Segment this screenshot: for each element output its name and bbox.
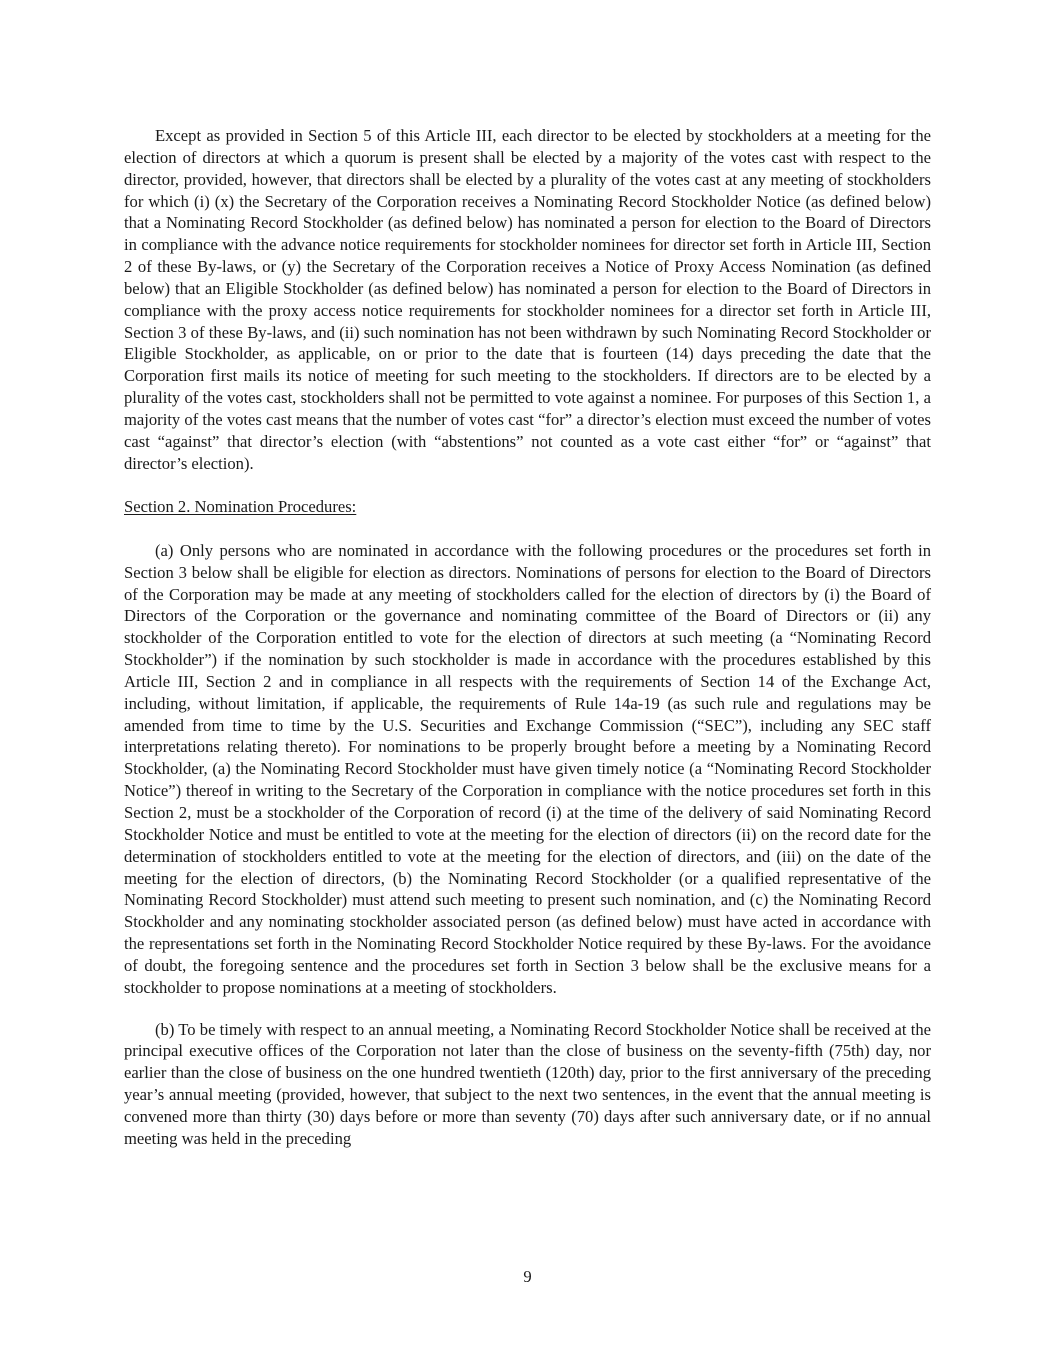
paragraph-director-election: Except as provided in Section 5 of this Article III, each director to be elected by stockholders at a meeting for the election of directors at which a quorum is present shall be elected by a majority of the votes cast with respect to the director, provided, however, that directors shall be elected by a plurality of the votes cast at any meeting of stockholders for which (i) (x) the Secretary of the Corporation receives a Nominating Record Stockholder Notice (as defined below) that a Nominating Record Stockholder (as defined below) has nominated a person for election to the Board of Directors in compliance with the advance notice requirements for stockholder nominees for director set forth in Article III, Section 2 of these By-laws, or (y) the Secretary of the Corporation receives a Notice of Proxy Access Nomination (as defined below) that an Eligible Stockholder (as defined below) has nominated a person for election to the Board of Directors in compliance with the proxy access notice requirements for stockholder nominees for a director set forth in Article III, Section 3 of these By-laws, and (ii) such nomination has not been withdrawn by such Nominating Record Stockholder or Eligible Stockholder, as applicable, on or prior to the date that is fourteen (14) days preceding the date that the Corporation first mails its notice of meeting for such meeting to the stockholders. If directors are to be elected by a plurality of the votes cast, stockholders shall not be permitted to vote against a nominee. For purposes of this Section 1, a majority of the votes cast means that the number of votes cast “for” a director’s election must exceed the number of votes cast “against” that director’s election (with “abstentions” not counted as a vote cast either “for” or “against” that director’s election). — [124, 126, 931, 473]
page-number: 9 — [523, 1267, 532, 1286]
paragraph-a-nomination: (a) Only persons who are nominated in accordance with the following procedures or the procedures set forth in Section 3 below shall be eligible for election as directors. Nominations of persons for election to the Board of Directors of the Corporation may be made at any meeting of stockholders called for the election of directors by (i) the Board of Directors of the Corporation or the governance and nominating committee of the Board of Directors or (ii) any stockholder of the Corporation entitled to vote for the election of directors at such meeting (a “Nominating Record Stockholder”) if the nomination by such stockholder is made in accordance with the procedures established by this Article III, Section 2 and in compliance in all respects with the requirements of Section 14 of the Exchange Act, including, without limitation, if applicable, the requirements of Rule 14a-19 (as such rule and regulations may be amended from time to time by the U.S. Securities and Exchange Commission (“SEC”), including any SEC staff interpretations relating thereto). For nominations to be properly brought before a meeting by a Nominating Record Stockholder, (a) the Nominating Record Stockholder must have given timely notice (a “Nominating Record Stockholder Notice”) thereof in writing to the Secretary of the Corporation in compliance with the notice procedures set forth in this Section 2, must be a stockholder of the Corporation of record (i) at the time of the delivery of said Nominating Record Stockholder Notice and must be entitled to vote at the meeting for the election of directors (ii) on the record date for the determination of stockholders entitled to vote at the meeting for the election of directors, and (iii) on the date of the meeting for the election of directors, (b) the Nominating Record Stockholder (or a qualified representative of the Nominating Record Stockholder) must attend such meeting to present such nomination, and (c) the Nominating Record Stockholder and any nominating stockholder associated person (as defined below) must have acted in accordance with the representations set forth in the Nominating Record Stockholder Notice required by these By-laws. For the avoidance of doubt, the foregoing sentence and the procedures set forth in Section 3 below shall be the exclusive means for a stockholder to propose nominations at a meeting of stockholders. — [124, 540, 931, 997]
section-2-heading: Section 2. Nomination Procedures: — [124, 497, 357, 516]
paragraph-b-timeliness: (b) To be timely with respect to an annual meeting, a Nominating Record Stockholder Notice shall be received at the principal executive offices of the Corporation not later than the close of business on the seventy-fifth (75th) day, nor earlier than the close of business on the one hundred twentieth (120th) day, prior to the first anniversary of the preceding year’s annual meeting (provided, however, that subject to the next two sentences, in the event that the annual meeting is convened more than thirty (30) days before or more than seventy (70) days after such anniversary date, or if no annual meeting was held in the preceding — [124, 1019, 931, 1148]
spacer — [124, 518, 931, 540]
document-page — [124, 125, 931, 1150]
spacer — [124, 999, 931, 1019]
spacer — [124, 475, 931, 497]
